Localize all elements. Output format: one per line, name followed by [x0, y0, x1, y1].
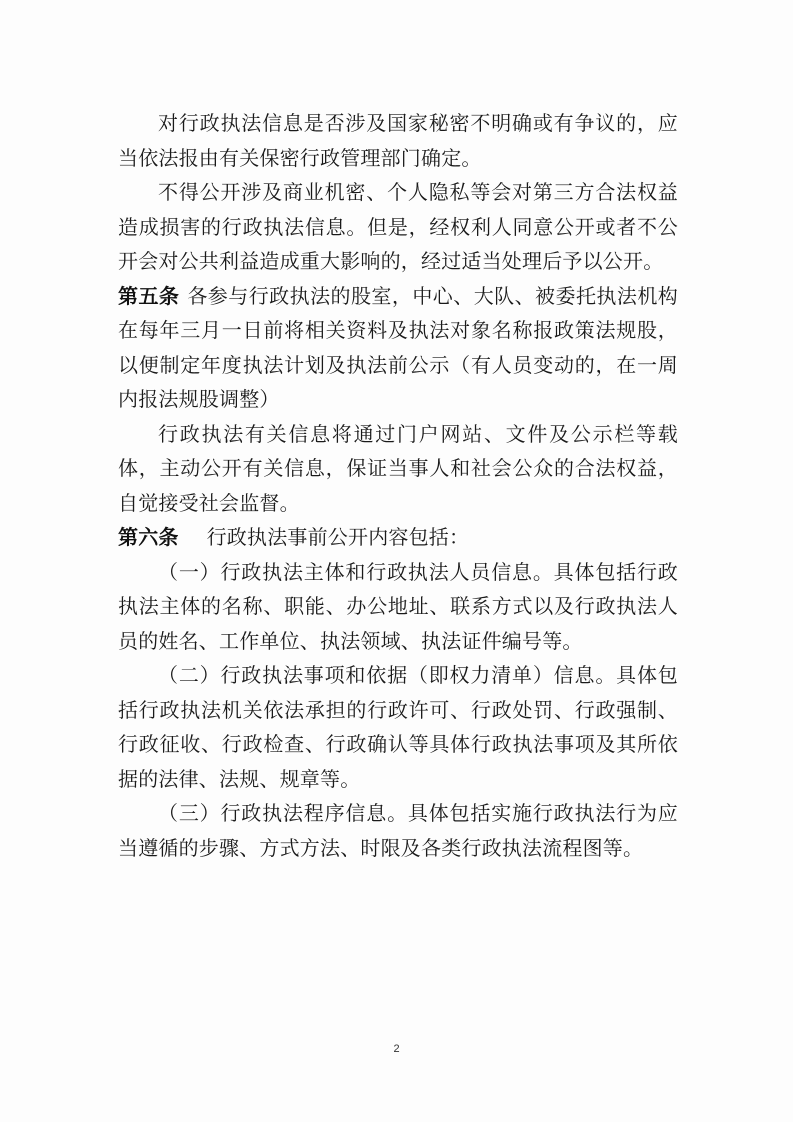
article-6-text: 行政执法事前公开内容包括：: [206, 525, 470, 549]
page-number: 2: [393, 1043, 400, 1055]
item-3: （三）行政执法程序信息。具体包括实施行政执法行为应当遵循的步骤、方式方法、时限及各类行政执法流程图等。: [118, 801, 678, 860]
document-body: [118, 106, 678, 865]
article-5-heading: 第五条: [118, 283, 180, 308]
article-6: [118, 520, 678, 555]
item-1: （一）行政执法主体和行政执法人员信息。具体包括行政执法主体的名称、职能、办公地址、联系方式以及行政执法人员的姓名、工作单位、执法领域、执法证件编号等。: [118, 559, 678, 653]
paragraph-disclosure-channels: 行政执法有关信息将通过门户网站、文件及公示栏等载体，主动公开有关信息，保证当事人和社会公众的合法权益，自觉接受社会监督。: [118, 421, 678, 515]
item-2: （二）行政执法事项和依据（即权力清单）信息。具体包括行政执法机关依法承担的行政许可、行政处罚、行政强制、行政征收、行政检查、行政确认等具体行政执法事项及其所依据的法律、法规、规章等。: [118, 663, 678, 791]
paragraph-privacy: 不得公开涉及商业机密、个人隐私等会对第三方合法权益造成损害的行政执法信息。但是，经权利人同意公开或者不公开会对公共利益造成重大影响的，经过适当处理后予以公开。: [118, 180, 678, 273]
article-5: [118, 279, 678, 417]
article-5-text: 各参与行政执法的股室，中心、大队、被委托执法机构在每年三月一日前将相关资料及执法对象名称报政策法规股，以便制定年度执法计划及执法前公示（有人员变动的，在一周内报法规股调整）: [118, 283, 678, 411]
paragraph-confidentiality: 对行政执法信息是否涉及国家秘密不明确或有争议的，应当依法报由有关保密行政管理部门确定。: [118, 111, 678, 170]
article-6-heading: 第六条: [118, 525, 179, 549]
